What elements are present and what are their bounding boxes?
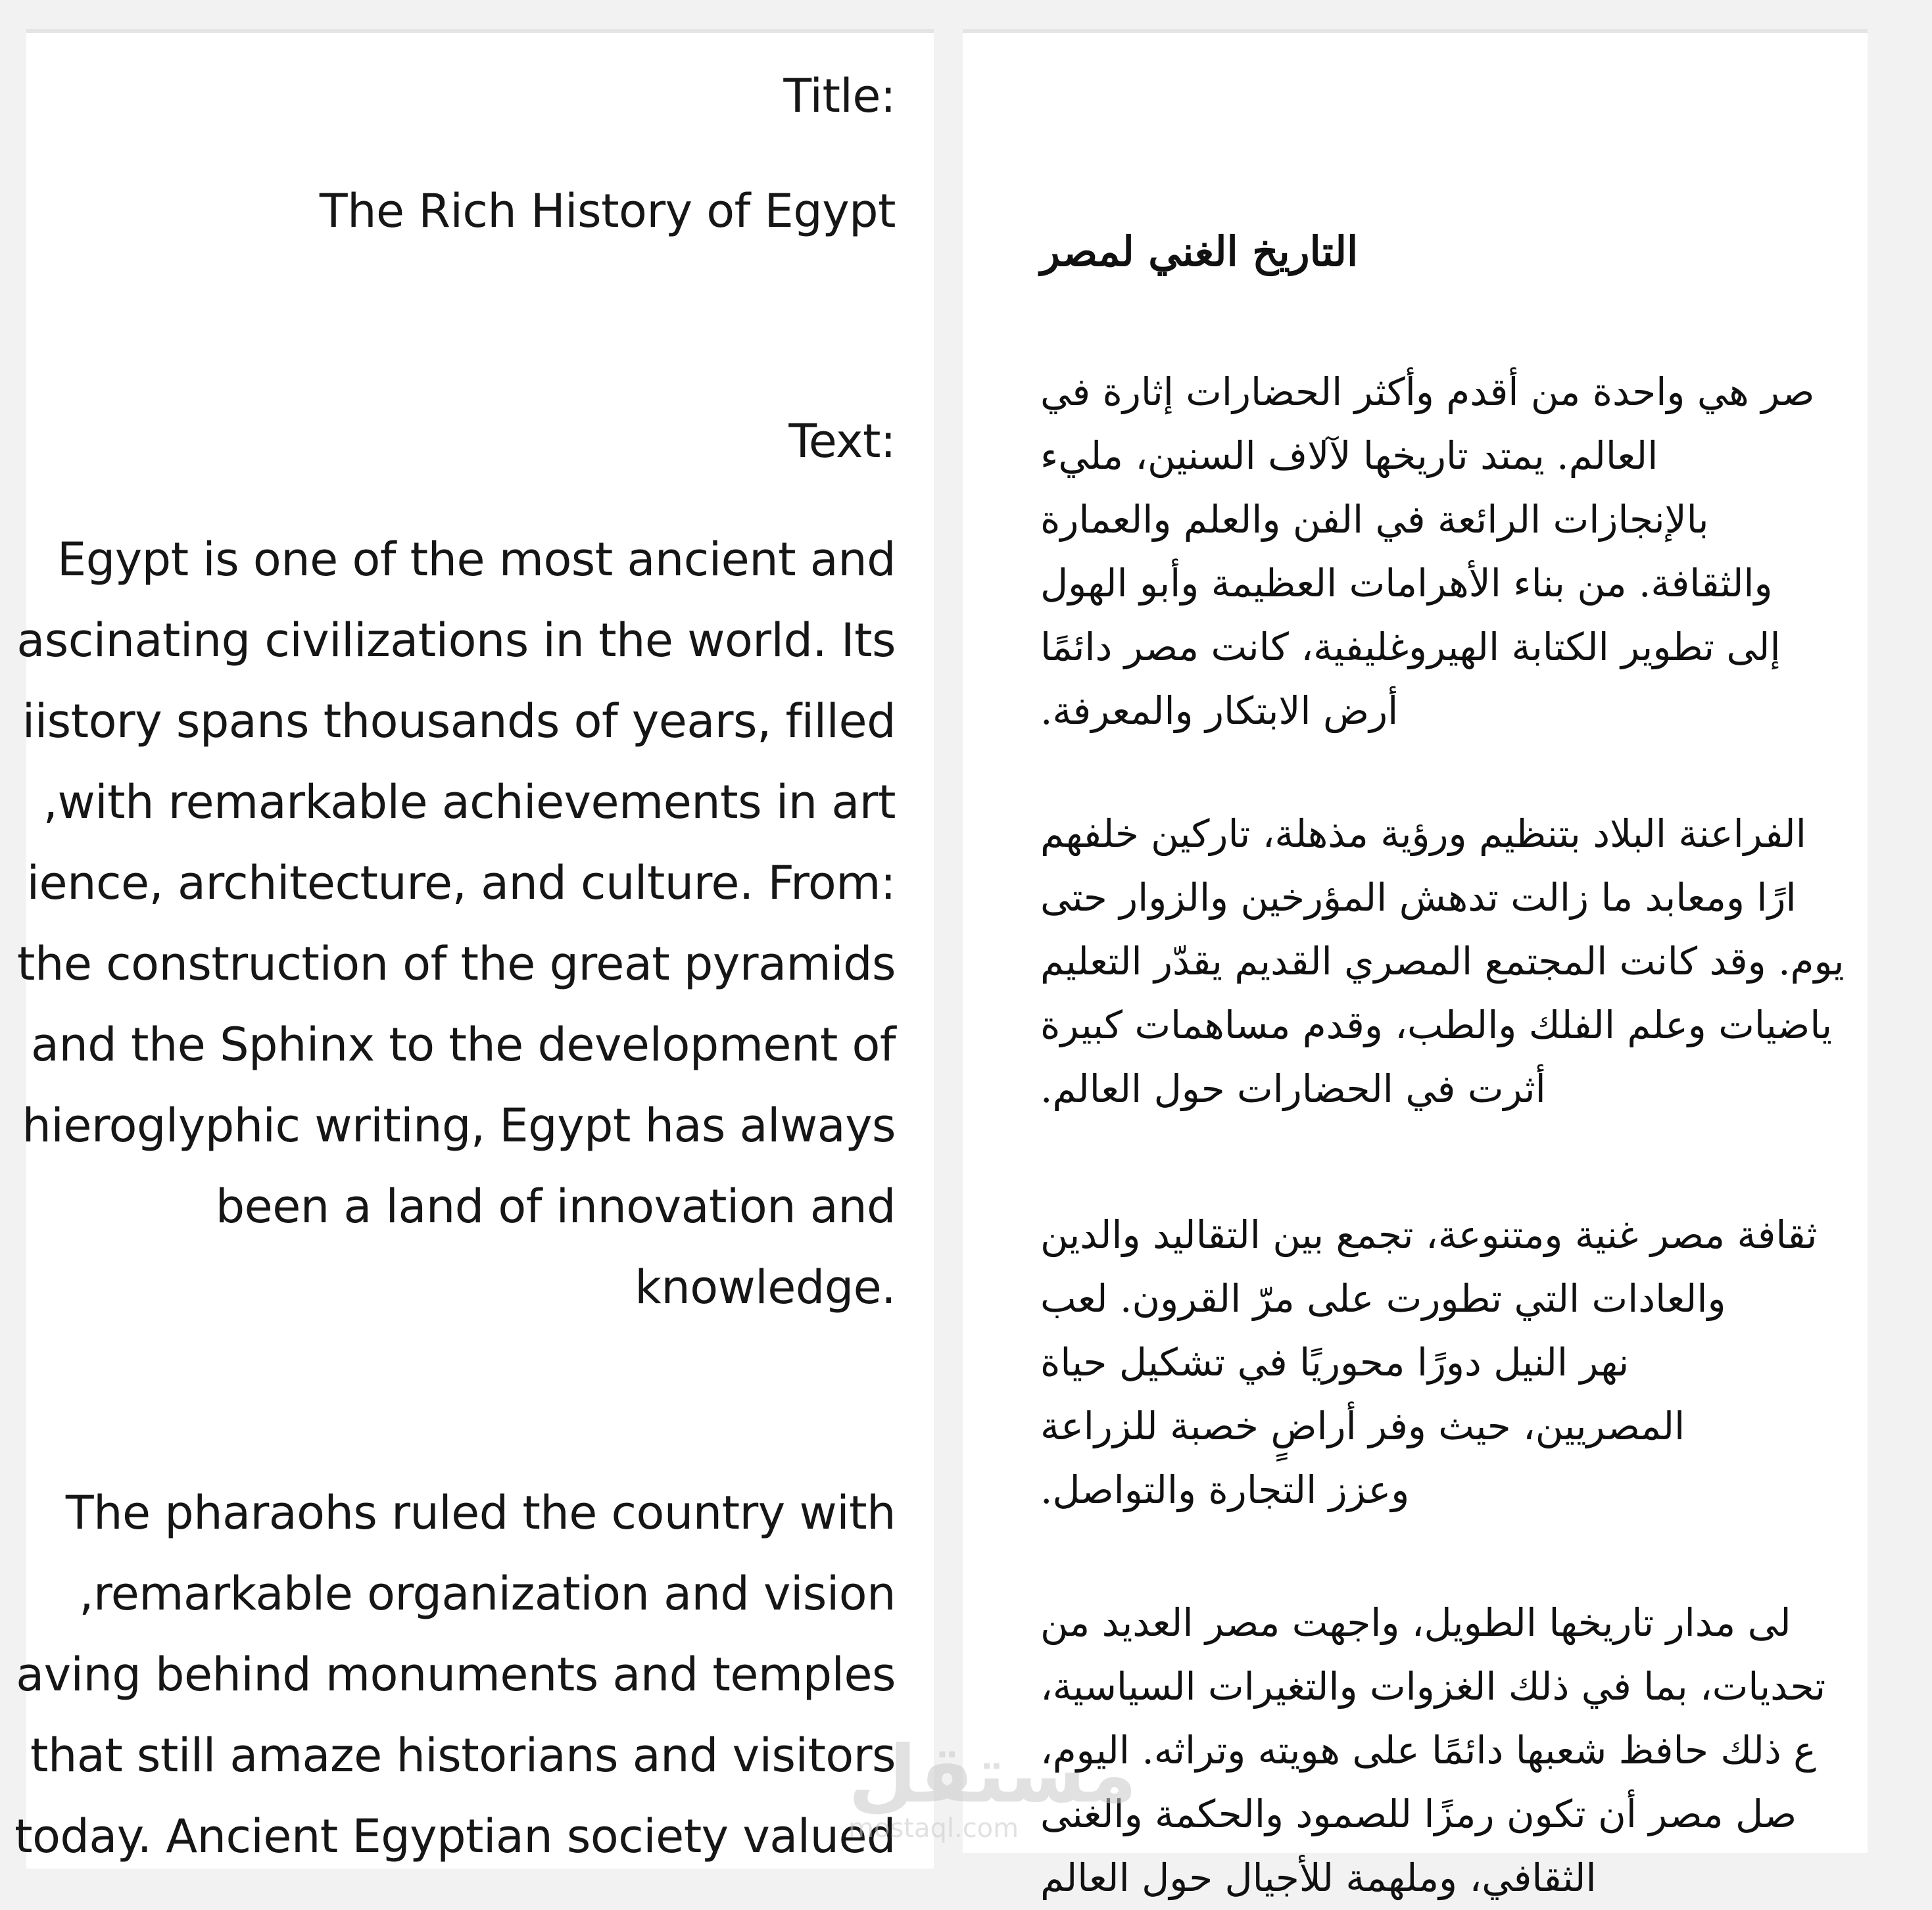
text-line: الفراعنة البلاد بتنظيم ورؤية مذهلة، تاركين خلفهم bbox=[1040, 811, 1806, 856]
watermark-logo: مستقل bbox=[848, 1729, 1137, 1821]
text-label: :Text bbox=[788, 414, 896, 468]
text-line: أثرت في الحضارات حول العالم. bbox=[1040, 1066, 1546, 1111]
text-line: remarkable organization and vision, bbox=[79, 1567, 896, 1621]
text-line: والثقافة. من بناء الأهرامات العظيمة وأبو الهول bbox=[1040, 561, 1773, 606]
english-page bbox=[14, 29, 934, 1869]
arabic-title: التاريخ الغني لمصر bbox=[1040, 227, 1359, 275]
arabic-paragraph-3 bbox=[1040, 1203, 1932, 1522]
text-line: iistory spans thousands of years, filled bbox=[22, 694, 896, 748]
text-line: الثقافي، وملهمة للأجيال حول العالم bbox=[1040, 1855, 1597, 1900]
text-line: تحديات، بما في ذلك الغزوات والتغيرات السياسية، bbox=[1040, 1664, 1826, 1709]
arabic-paragraph-1 bbox=[1040, 360, 1932, 743]
text-line: with remarkable achievements in art, bbox=[43, 775, 896, 829]
text-line: ع ذلك حافظ شعبها دائمًا على هويته وتراثه. اليوم، bbox=[1040, 1728, 1816, 1773]
text-line: العالم. يمتد تاريخها لآلاف السنين، مليء bbox=[1040, 433, 1658, 478]
text-line: والعادات التي تطورت على مرّ القرون. لعب bbox=[1040, 1276, 1726, 1321]
english-paragraph-2 bbox=[14, 1473, 896, 1877]
text-line: that still amaze historians and visitors bbox=[30, 1729, 896, 1782]
text-line: ياضيات وعلم الفلك والطب، وقدم مساهمات كبيرة bbox=[1040, 1003, 1833, 1047]
text-line: hieroglyphic writing, Egypt has always bbox=[22, 1099, 896, 1153]
text-line: today. Ancient Egyptian society valued bbox=[14, 1809, 896, 1863]
text-line: :ience, architecture, and culture. From bbox=[26, 856, 896, 910]
text-line: أرض الابتكار والمعرفة. bbox=[1040, 688, 1399, 733]
watermark bbox=[822, 1729, 1137, 1848]
arabic-paragraph-2 bbox=[1040, 802, 1932, 1121]
text-line: المصريين، حيث وفر أراضٍ خصبة للزراعة bbox=[1040, 1404, 1685, 1448]
text-line: ثقافة مصر غنية ومتنوعة، تجمع بين التقاليد والدين bbox=[1040, 1212, 1818, 1257]
title-label: :Title bbox=[783, 69, 896, 123]
text-line: been a land of innovation and bbox=[215, 1180, 896, 1233]
text-line: The pharaohs ruled the country with bbox=[65, 1486, 896, 1540]
text-line: بالإنجازات الرائعة في الفن والعلم والعمارة bbox=[1040, 497, 1709, 542]
text-line: إلى تطوير الكتابة الهيروغليفية، كانت مصر دائمًا bbox=[1040, 625, 1781, 669]
text-line: لى مدار تاريخها الطويل، واجهت مصر العديد من bbox=[1040, 1600, 1791, 1645]
text-line: صل مصر أن تكون رمزًا للصمود والحكمة والغنى bbox=[1040, 1792, 1797, 1836]
text-line: ارًا ومعابد ما زالت تدهش المؤرخين والزوار حتى bbox=[1040, 875, 1797, 920]
text-line: نهر النيل دورًا محوريًا في تشكيل حياة bbox=[1040, 1340, 1630, 1385]
watermark-url: mostaql.com bbox=[848, 1813, 1019, 1844]
english-paragraph-1 bbox=[16, 519, 896, 1328]
text-line: the construction of the great pyramids bbox=[17, 937, 896, 991]
text-line: صر هي واحدة من أقدم وأكثر الحضارات إثارة في bbox=[1040, 370, 1815, 414]
arabic-page bbox=[963, 29, 1868, 1900]
text-line: aving behind monuments and temples bbox=[16, 1648, 896, 1702]
text-line: Egypt is one of the most ancient and bbox=[57, 533, 896, 586]
text-line: ascinating civilizations in the world. Its bbox=[16, 613, 896, 667]
document-title: The Rich History of Egypt bbox=[319, 184, 896, 238]
text-line: .knowledge bbox=[635, 1260, 896, 1314]
text-line: يوم. وقد كانت المجتمع المصري القديم يقدّر التعليم bbox=[1040, 939, 1845, 984]
arabic-paragraph-4 bbox=[1040, 1591, 1932, 1910]
text-line: وعزز التجارة والتواصل. bbox=[1040, 1468, 1410, 1512]
text-line: and the Sphinx to the development of bbox=[31, 1018, 896, 1072]
